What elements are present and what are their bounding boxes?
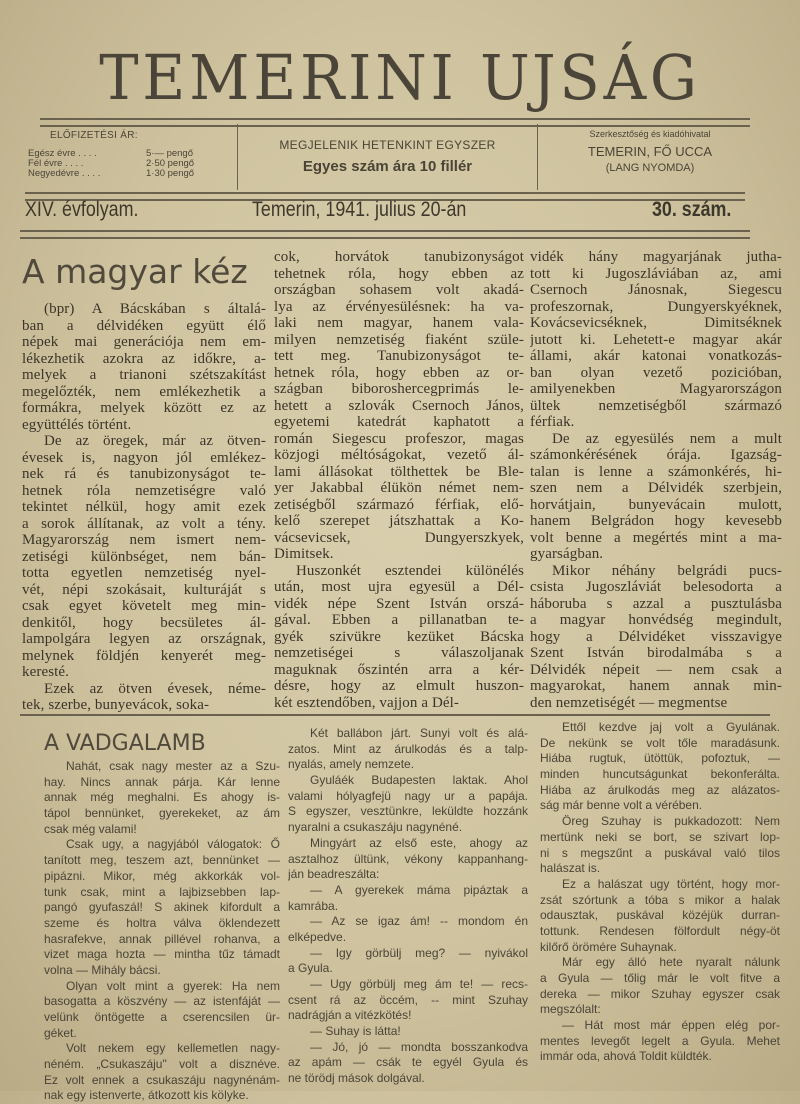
- text-line: totta egyetlen nemzetiség nyel-: [22, 565, 266, 581]
- text-line: ján beadreszálta:: [288, 867, 380, 882]
- text-line: annak még meghalni. Es ahogy is-: [44, 790, 280, 805]
- text-line: kilőrő örömére Suhaynak.: [540, 939, 677, 954]
- text-line: ültek nemzetiségből származó: [530, 397, 782, 414]
- text-line: népek mai generációja nem em-: [22, 334, 266, 350]
- text-line: közjogi méltóságokat, vezető ál-: [274, 447, 524, 463]
- text-line: Nahát, csak nagy mester az a Szu-: [66, 759, 280, 773]
- text-line: országban sohasem volt akadá-: [274, 282, 524, 298]
- text-line: S egyszer, vesztünkre, leküldte hozzánk: [288, 804, 528, 819]
- text-line: tanított meg, teszem azt, bennünket —: [44, 853, 280, 868]
- text-line: gyék szivükre kezüket Bácska: [274, 628, 524, 645]
- text-line: yer Jakabbal élükön német nem-: [274, 480, 524, 496]
- text-line: pangó gyufaszál! S akinek kifordult a: [44, 900, 280, 915]
- text-line: két esztendőben, vajjon a Dél-: [274, 694, 460, 711]
- text-line: — Jó, jó — mondta bosszankodva: [310, 1039, 528, 1054]
- text-line: pipázni. Mikor, még akkorkák vol-: [44, 868, 280, 883]
- text-line: gával. Ebben a pillanatban te-: [274, 612, 524, 628]
- text-line: zsát szórtunk a tóba s mikor a halak: [540, 892, 780, 907]
- text-line: néném. „Csukaszáju" volt a disznéve.: [44, 1057, 280, 1072]
- text-line: ne törödj mások dolgával.: [288, 1071, 425, 1086]
- text-line: állami, akár katonai vonatkozás-: [530, 348, 782, 364]
- text-line: után, most ujra egyesül a Dél-: [274, 579, 524, 595]
- text-line: háboruba s azzal a pusztulásba: [530, 595, 782, 612]
- text-line: Öreg Szuhay is pukkadozott: Nem: [562, 814, 780, 829]
- text-line: désre, hogy az elmult huszon-: [274, 678, 524, 694]
- text-line: Kovácsevicséknek, Dimitséknek: [530, 315, 782, 331]
- article-column: [22, 301, 266, 714]
- text-line: csak még valami!: [44, 821, 137, 836]
- text-line: Dimitsek.: [274, 546, 334, 562]
- text-line: ni s megszűnt a puskával való tilos: [540, 845, 780, 860]
- text-line: lampolgára legyen az országnak,: [22, 631, 266, 647]
- text-line: zatos. Mint az árulkodás és a talp-: [288, 741, 528, 756]
- text-line: profeszornak, Dungyerskyéknek,: [530, 298, 782, 315]
- text-line: Gyuláék Budapesten laktak. Ahol: [310, 773, 528, 788]
- text-line: kamrába.: [288, 898, 339, 913]
- article-column: [44, 759, 280, 1104]
- section-rule: [20, 714, 770, 718]
- text-line: vidék népe Szent István orszá-: [274, 595, 524, 612]
- text-line: dereka — mikor Szuhay egyszer csak: [540, 986, 780, 1001]
- text-line: ban olyan vezető pozicióban,: [530, 364, 782, 381]
- text-line: volna — Mihály bácsi.: [44, 962, 161, 977]
- text-line: gyarságban.: [530, 546, 604, 562]
- text-line: denkitől, hogy becsületes ál-: [22, 614, 266, 631]
- text-line: hanem Belgrádon hogy kevesebb: [530, 513, 782, 529]
- office-address: TEMERIN, FŐ UCCA: [587, 144, 713, 159]
- text-line: Ezek az ötven évesek, néme-: [44, 680, 266, 697]
- text-line: maguknak őszintén arra a kér-: [274, 661, 524, 678]
- office-info: [540, 124, 760, 190]
- text-line: Ez a halászat ugy történt, hogy mor-: [562, 876, 780, 891]
- text-line: Ettől kezdve jaj volt a Gyulának.: [562, 720, 780, 734]
- text-line: elképedve.: [288, 929, 347, 944]
- text-line: Mikor néhány belgrádi pucs-: [552, 562, 782, 579]
- text-line: mentes levegőt legelt a Gyula. Mehet: [540, 1033, 780, 1048]
- text-line: vizet maga hozta — mintha tűz támadt: [44, 947, 280, 962]
- text-line: talan is lenne a számonkérés, hi-: [530, 463, 782, 480]
- article-column: [288, 726, 528, 1087]
- text-line: lya az érvényesülésnek: ha va-: [274, 298, 524, 315]
- text-line: hetnek róla, hogy ebben az or-: [274, 364, 524, 381]
- text-line: román Siegescu profeszor, magas: [274, 430, 524, 447]
- article-column: [540, 720, 780, 1065]
- text-line: vét, népi szokásait, kulturáját s: [22, 581, 266, 598]
- text-line: laki nem magyar, hanem vala-: [274, 315, 524, 331]
- printer: (LANG NYOMDA): [605, 162, 695, 174]
- text-line: csista Jugoszláviát belesodorta a: [530, 579, 782, 595]
- text-line: csent rá az öccém, -- mint Szuhay: [288, 992, 528, 1007]
- text-line: — Suhay is látta!: [310, 1024, 401, 1039]
- text-line: odausztak, puskával közéjük durran-: [540, 908, 780, 923]
- text-line: asztalhoz ültünk, vékony kappanhang-: [288, 851, 528, 866]
- text-line: szeme és holtra válva öklendezett: [44, 915, 280, 930]
- text-line: Hiába rugtuk, ütöttük, pofoztuk, —: [540, 751, 780, 766]
- text-line: tottunk. Rendesen fölfordult négy-öt: [540, 923, 780, 938]
- text-line: — Igy görbülj meg? — nyivákol: [310, 945, 528, 960]
- text-line: tott ki Jugoszláviában az, ami: [530, 265, 782, 282]
- text-line: kelő szerepet játszhattak a Ko-: [274, 513, 524, 529]
- text-line: magyarokat, hanem annak min-: [530, 678, 782, 694]
- price-period: Fél évre . . . .: [28, 158, 84, 169]
- price-value: 2·50 pengő: [146, 158, 195, 169]
- text-line: hay. Nincs annak párja. Kár lenne: [44, 774, 280, 789]
- divider: [537, 124, 538, 190]
- subscription-box: [20, 124, 235, 190]
- text-line: valami hólyagfejü nagy ur a papája.: [288, 788, 528, 803]
- office-label: Szerkesztőség és kiadóhivatal: [589, 129, 711, 139]
- text-line: amilyenekben Magyarországon: [530, 381, 782, 397]
- text-line: — Ugy görbülj meg ám te! — recs-: [310, 977, 528, 991]
- text-line: lékezhetik azokra az időkre, a-: [22, 350, 266, 367]
- price-period: Egész évre . . . .: [28, 148, 97, 159]
- text-line: Magyarország nem ismert nem-: [22, 532, 266, 548]
- text-line: Huszonkét esztendei különélés: [296, 562, 524, 579]
- text-line: Már egy álló hete nyaralt nálunk: [562, 955, 780, 970]
- text-line: tunk csak, mint a lajbizsebben lap-: [44, 884, 280, 899]
- text-line: lami állásokat tölthettek be Ble-: [274, 463, 524, 480]
- text-line: nyaralni a csukaszáju nagynéné.: [288, 820, 463, 835]
- text-line: cok, horvátok tanubizonyságot: [274, 249, 524, 265]
- text-line: — Hát most már éppen elég por-: [562, 1018, 780, 1033]
- text-line: Délvidék népeit — nem csak a: [530, 661, 782, 678]
- article-column: [530, 249, 782, 711]
- price-period: Negyedévre . . . .: [28, 168, 101, 179]
- text-line: az apám — csák te egyél Gyula és: [288, 1055, 528, 1070]
- text-line: tehetnek róla, hogy ebben az: [274, 265, 524, 282]
- price-value: 1·30 pengő: [146, 168, 195, 179]
- text-line: hetnek róla nemzetiségre való: [22, 482, 266, 499]
- publication-info: [240, 124, 535, 190]
- text-line: nemzetiségei s válaszoljanak: [274, 645, 524, 661]
- text-line: De az egyesülés nem a mult: [552, 430, 782, 447]
- text-line: a magyar honvédség megindult,: [530, 612, 782, 628]
- text-line: Két ballábon járt. Sunyi volt és alá-: [310, 726, 528, 740]
- divider: [237, 124, 238, 190]
- text-line: melynek földjén kenyerét meg-: [22, 647, 266, 664]
- article-column: [274, 249, 524, 711]
- newspaper-masthead: TEMERINI UJSÁG: [99, 41, 701, 114]
- price-row: [28, 169, 235, 179]
- text-line: nyalás, amely nemzete.: [288, 757, 415, 772]
- article-headline: A magyar kéz: [22, 252, 248, 291]
- text-line: milyen nemzetiség fiaként szüle-: [274, 331, 524, 348]
- single-price: Egyes szám ára 10 fillér: [302, 158, 473, 175]
- text-line: tápol bennünket, gyerekeket, az ám: [44, 806, 280, 821]
- subscription-title: ELŐFIZETÉSI ÁR:: [50, 130, 138, 141]
- text-line: tekintet nélkül, hogy amit ezek: [22, 499, 266, 515]
- text-line: ban a délvidéken együtt élő: [22, 317, 266, 334]
- text-line: hetett a szlovák Csernoch János,: [274, 397, 524, 414]
- text-line: hogy a Délvidéket visszavigye: [530, 628, 782, 645]
- text-line: férfiak.: [530, 414, 575, 430]
- text-line: zetiségből származó férfiak, elő-: [274, 496, 524, 513]
- text-line: nadrágján a vitézkötés!: [288, 1008, 412, 1023]
- text-line: melyek a trianoni szétszakítást: [22, 367, 266, 383]
- text-line: együttélés történt.: [22, 416, 132, 433]
- text-line: Hiába az árulkodás meg az alázatos-: [540, 782, 780, 797]
- text-line: megelőzték, nem emlékezhetik a: [22, 383, 266, 400]
- issue-number: 30. szám.: [652, 198, 732, 221]
- text-line: zetiségi különbséget, nem bán-: [22, 548, 266, 565]
- text-line: szen nem a Délvidék szerbjein,: [530, 480, 782, 496]
- text-line: tett meg. Tanubizonyságot te-: [274, 348, 524, 364]
- text-line: vácsevicsek, Dungyerszkyek,: [274, 529, 524, 546]
- text-line: volt benne a megértés mint a ma-: [530, 529, 782, 546]
- frequency: MEGJELENIK HETENKINT EGYSZER: [279, 138, 496, 152]
- text-line: a Gyula.: [288, 961, 333, 976]
- text-line: Szent István birodalmába s a: [530, 645, 782, 661]
- volume: XIV. évfolyam.: [25, 198, 139, 221]
- price-list: [20, 149, 235, 179]
- dateline-rule: [20, 230, 750, 239]
- text-line: De nekünk se volt tőle maradásunk.: [540, 735, 780, 750]
- text-line: géket.: [44, 1025, 77, 1040]
- text-line: Mingyárt az első este, ahogy az: [310, 835, 528, 850]
- text-line: Ez volt ennek a csukaszáju nagynénám-: [44, 1072, 280, 1087]
- text-line: den nemzetiségét — megmentse: [530, 694, 728, 711]
- text-line: De az öregek, már az ötven-: [44, 433, 266, 449]
- text-line: immár oda, ahová Toldit küldték.: [540, 1049, 712, 1064]
- text-line: csak egyet követelt meg min-: [22, 598, 266, 614]
- text-line: minden huncutságunkat bekonferálta.: [540, 767, 780, 782]
- text-line: ság már benne volt a vérében.: [540, 798, 703, 813]
- text-line: — A gyerekek máma pipáztak a: [310, 882, 528, 897]
- article-headline: A VADGALAMB: [44, 731, 206, 756]
- text-line: keresté.: [22, 664, 70, 680]
- text-line: nek rá és tanubizonyságot te-: [22, 466, 266, 482]
- text-line: vidék hány magyarjának jutha-: [530, 249, 782, 265]
- text-line: Csak ugy, a nagyjából válogatok: Ő: [66, 837, 280, 852]
- text-line: jutott ki. Lehetett-e magyar akár: [530, 331, 782, 348]
- text-line: a Gyula — tőlig már le volt fitve a: [540, 971, 780, 985]
- text-line: halászat is.: [540, 861, 601, 876]
- text-line: — Az se igaz ám! -- mondom én: [310, 914, 528, 929]
- text-line: a sorok állítanak, az volt a tény.: [22, 515, 266, 532]
- text-line: tek, szerbe, bunyevácok, soka-: [22, 697, 210, 713]
- text-line: (bpr) A Bácskában s általá-: [44, 301, 266, 317]
- text-line: megszólalt:: [540, 1002, 601, 1017]
- text-line: mertünk neki se bort, se szivart lop-: [540, 829, 780, 844]
- text-line: basogatta a köszvény — az istenfáját —: [44, 994, 280, 1009]
- text-line: szágban biboroshercegprimás le-: [274, 381, 524, 397]
- text-line: velünk öntögette a cserencsilen ür-: [44, 1010, 280, 1024]
- text-line: egyetemi katedrát kaphatott a: [274, 414, 524, 430]
- text-line: Olyan volt mint a gyerek: Ha nem: [66, 978, 280, 993]
- price-value: 5·— pengő: [146, 148, 194, 159]
- text-line: formákra, melyek között ez az: [22, 400, 266, 416]
- text-line: Csernoch Jánosnak, Siegescu: [530, 282, 782, 298]
- text-line: hasrafekve, annak pillével rohanva, a: [44, 931, 280, 946]
- text-line: horvátjain, bunyevácain mulott,: [530, 496, 782, 513]
- text-line: évesek is, nagyon jól emlékez-: [22, 449, 266, 466]
- text-line: nak egy istenverte, átkozott kis kölyke.: [44, 1088, 249, 1103]
- text-line: Volt nekem egy kellemetlen nagy-: [66, 1041, 280, 1056]
- text-line: számonkérésének órája. Igazság-: [530, 447, 782, 463]
- place-date: Temerin, 1941. julius 20-án: [252, 198, 467, 221]
